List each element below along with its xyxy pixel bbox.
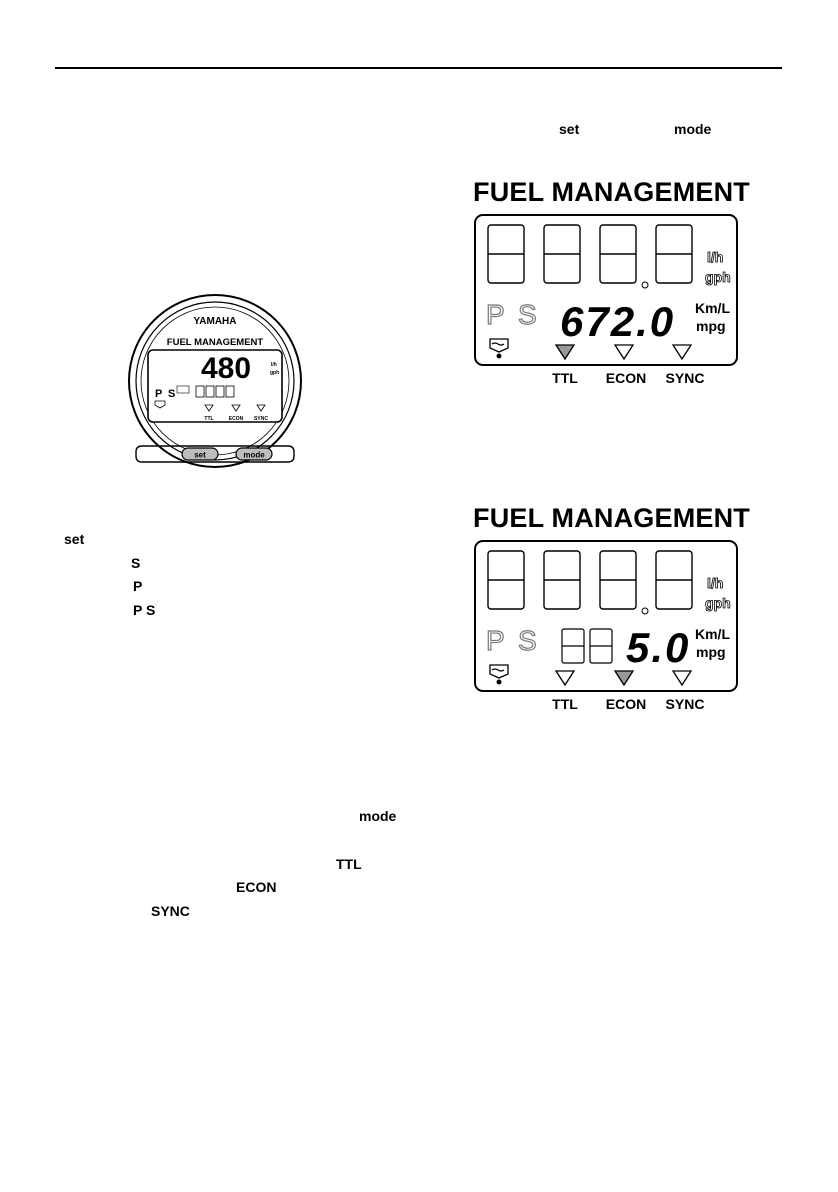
panel2-ind-econ: ECON (605, 696, 647, 712)
panel2-p-label: P (486, 625, 505, 656)
gauge-brand: YAMAHA (193, 316, 237, 327)
ps-keyword: P S (133, 602, 156, 618)
lcd-panel-economy (474, 539, 738, 719)
gauge-ind-sync: SYNC (254, 416, 268, 422)
sync-keyword: SYNC (151, 903, 190, 919)
set-keyword-header: set (559, 121, 580, 137)
p-keyword: P (133, 578, 143, 594)
panel1-ind-ttl: TTL (552, 370, 578, 386)
lcd-panel-total (474, 213, 738, 393)
mode-keyword-header: mode (674, 121, 712, 137)
gauge-ind-econ: ECON (228, 416, 244, 422)
panel1-s-label: S (518, 299, 537, 330)
set-keyword: set (64, 531, 85, 547)
gauge-s-label: S (168, 388, 176, 400)
gauge-title: FUEL MANAGEMENT (166, 337, 264, 348)
panel1-unit-mpg: mpg (696, 318, 726, 334)
gauge-mode-label: mode (243, 450, 265, 460)
header-rule (55, 67, 782, 69)
panel1-title: FUEL MANAGEMENT (473, 177, 750, 207)
panel2-unit-lh: l/h (707, 575, 724, 591)
panel2-title: FUEL MANAGEMENT (473, 503, 750, 533)
ttl-keyword: TTL (336, 856, 362, 872)
panel2-ind-sync: SYNC (665, 696, 705, 712)
panel2-unit-kml: Km/L (695, 626, 730, 642)
panel1-ind-econ: ECON (605, 370, 647, 386)
gauge-ghost-digit (177, 386, 189, 393)
gauge-ind-ttl: TTL (204, 416, 214, 422)
gauge-set-button[interactable] (182, 448, 218, 460)
gauge-unit-top: l/h (271, 362, 277, 368)
panel2-s-label: S (518, 625, 537, 656)
gauge-reading: 480 (201, 352, 252, 385)
gauge-mode-button[interactable] (236, 448, 272, 460)
panel1-unit-kml: Km/L (695, 300, 730, 316)
gauge-unit-bottom: gph (270, 370, 280, 376)
panel1-ind-sync: SYNC (665, 370, 705, 386)
panel1-unit-gph: gph (705, 269, 731, 285)
gauge-set-label: set (194, 450, 206, 460)
panel2-ind-ttl: TTL (552, 696, 578, 712)
econ-keyword: ECON (236, 879, 277, 895)
panel2-reading: 5.0 (626, 624, 691, 671)
s-keyword: S (131, 555, 141, 571)
panel2-unit-mpg: mpg (696, 644, 726, 660)
panel1-unit-lh: l/h (707, 249, 724, 265)
panel1-reading: 672.0 (560, 298, 676, 345)
panel1-p-label: P (486, 299, 505, 330)
fuel-management-gauge (126, 278, 304, 484)
panel2-unit-gph: gph (705, 595, 731, 611)
mode-keyword: mode (359, 808, 397, 824)
gauge-p-label: P (155, 388, 163, 400)
